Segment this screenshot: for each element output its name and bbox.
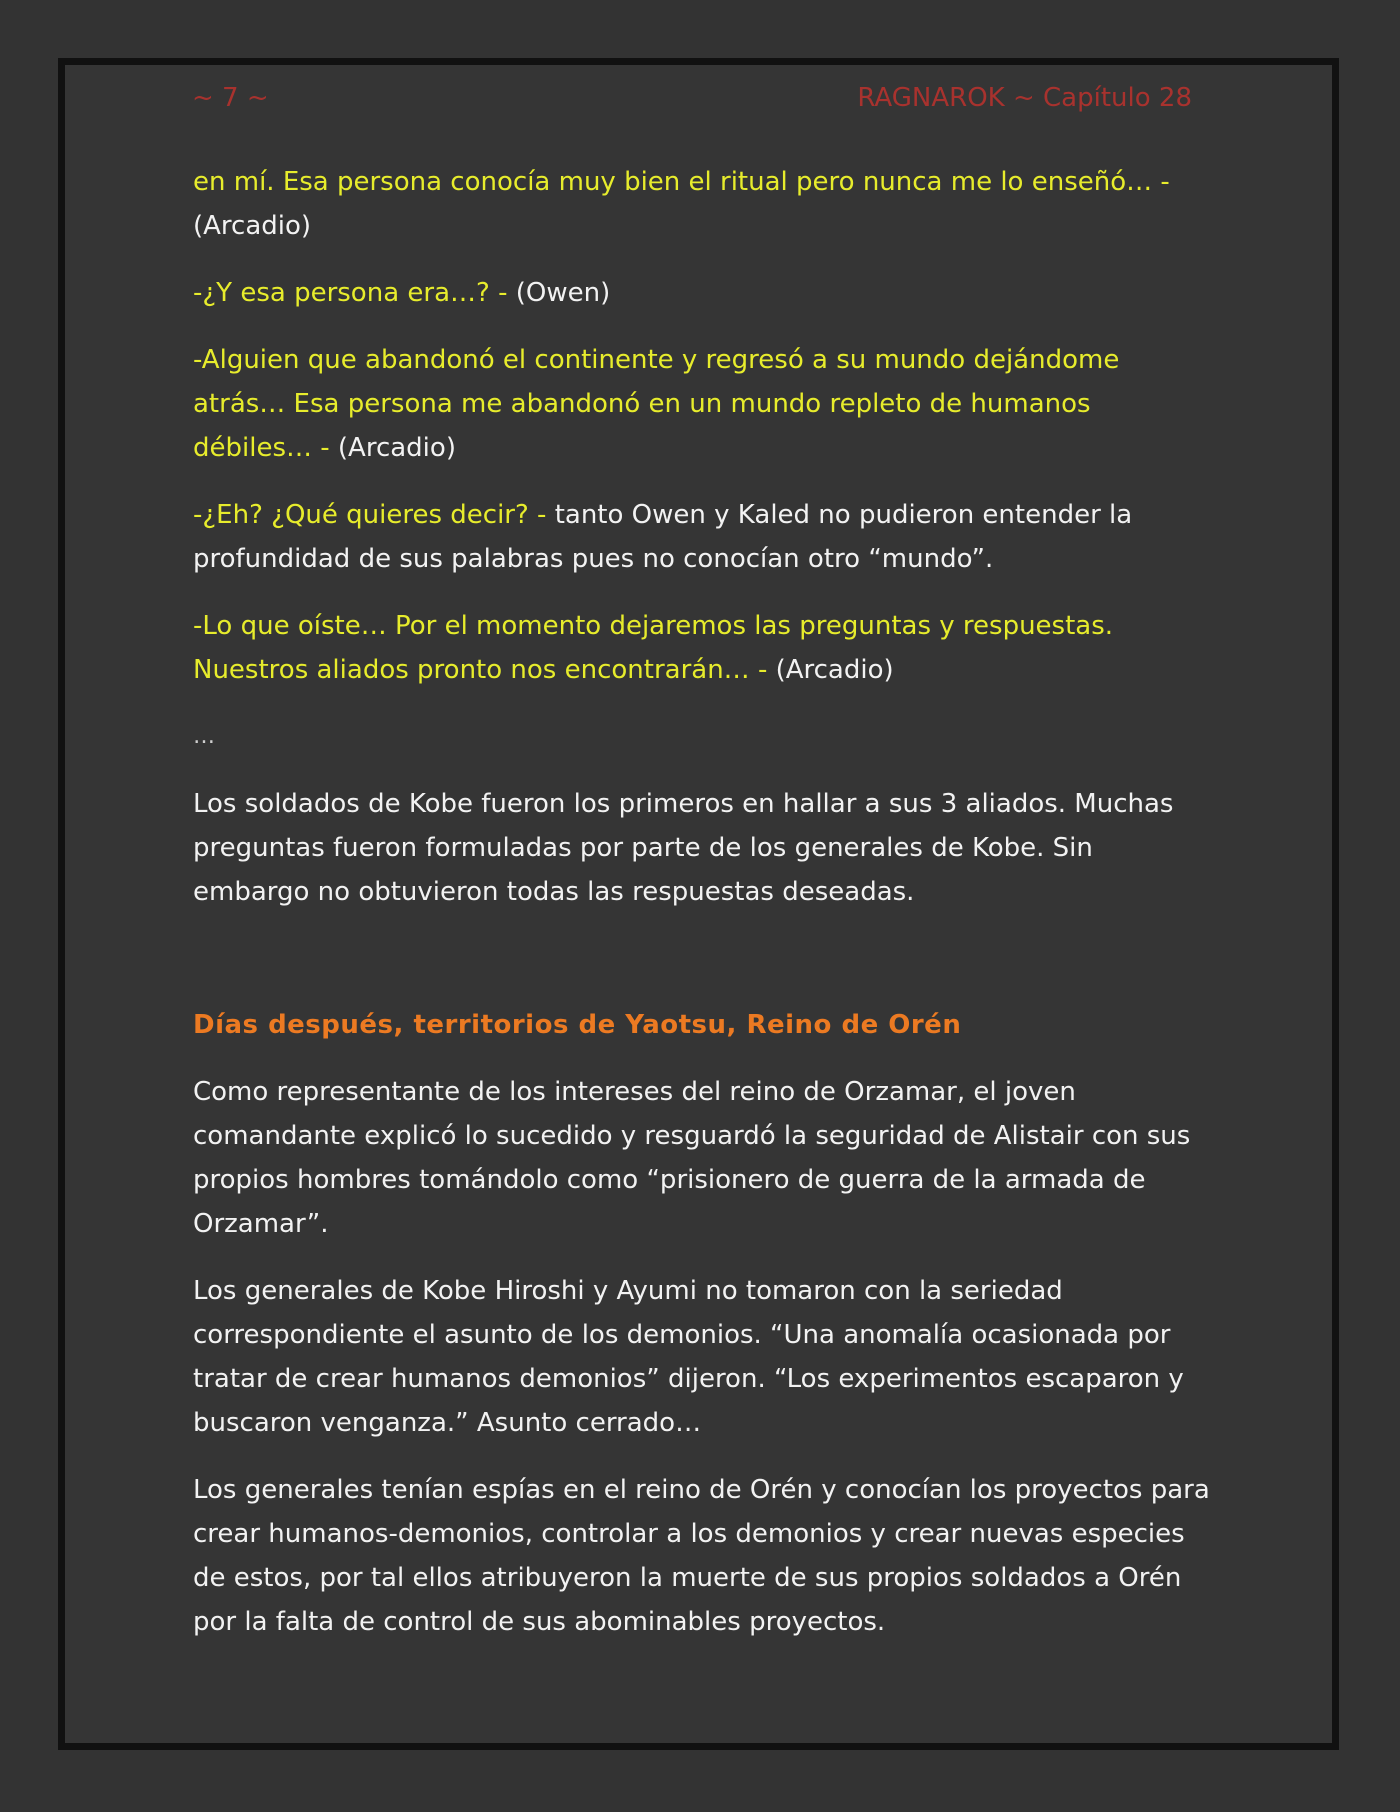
scene-break: … bbox=[193, 724, 215, 749]
page-header bbox=[192, 83, 1192, 123]
document-body bbox=[193, 160, 1213, 1667]
dialog-text: -¿Eh? ¿Qué quieres decir? - bbox=[193, 500, 547, 530]
paragraph-6: Los soldados de Kobe fueron los primeros en hallar a sus 3 aliados. Muchas preguntas fueron formuladas por parte de los generales de Kobe. Sin embargo no obtuvieron todas las respuestas deseadas. bbox=[193, 789, 1174, 907]
speaker-tag: (Arcadio) bbox=[337, 433, 456, 463]
paragraph-8: Los generales de Kobe Hiroshi y Ayumi no tomaron con la seriedad correspondiente el asunto de los demonios. “Una anomalía ocasionada por tratar de crear humanos demonios” dijeron. “Los experimentos escaparon y buscaron venganza.” Asunto cerrado… bbox=[193, 1276, 1184, 1438]
paragraph-5 bbox=[193, 604, 1213, 692]
paragraph-3 bbox=[193, 338, 1213, 470]
dialog-text: -¿Y esa persona era…? - bbox=[193, 278, 508, 308]
dialog-text: -Alguien que abandonó el continente y regresó a su mundo dejándome atrás… Esa persona me abandonó en un mundo repleto de humanos débiles… - bbox=[193, 345, 1120, 463]
section-heading: Días después, territorios de Yaotsu, Reino de Orén bbox=[193, 1010, 962, 1040]
paragraph-4 bbox=[193, 493, 1213, 581]
paragraph-7: Como representante de los intereses del reino de Orzamar, el joven comandante explicó lo sucedido y resguardó la seguridad de Alistair con sus propios hombres tomándolo como “prisionero de guerra de la armada de Orzamar”. bbox=[193, 1077, 1191, 1239]
dialog-text: en mí. Esa persona conocía muy bien el ritual pero nunca me lo enseñó… - bbox=[193, 167, 1170, 197]
paragraph-2 bbox=[193, 271, 1213, 315]
paragraph-1 bbox=[193, 160, 1213, 248]
running-title: RAGNAROK ~ Capítulo 28 bbox=[857, 83, 1192, 113]
page-number: ~ 7 ~ bbox=[192, 83, 269, 113]
paragraph-9: Los generales tenían espías en el reino de Orén y conocían los proyectos para crear humanos-demonios, controlar a los demonios y crear nuevas especies de estos, por tal ellos atribuyeron la muerte de sus propios soldados a Orén por la falta de control de sus abominables proyectos. bbox=[193, 1475, 1210, 1637]
speaker-tag: (Arcadio) bbox=[193, 211, 312, 241]
narration-text: tanto Owen y Kaled no pudieron entender la profundidad de sus palabras pues no conocían otro “mundo”. bbox=[193, 500, 1133, 574]
speaker-tag: (Owen) bbox=[515, 278, 611, 308]
dialog-text: -Lo que oíste… Por el momento dejaremos las preguntas y respuestas. Nuestros aliados pronto nos encontrarán… - bbox=[193, 611, 1114, 685]
section-spacer bbox=[193, 937, 1213, 1003]
speaker-tag: (Arcadio) bbox=[775, 655, 894, 685]
